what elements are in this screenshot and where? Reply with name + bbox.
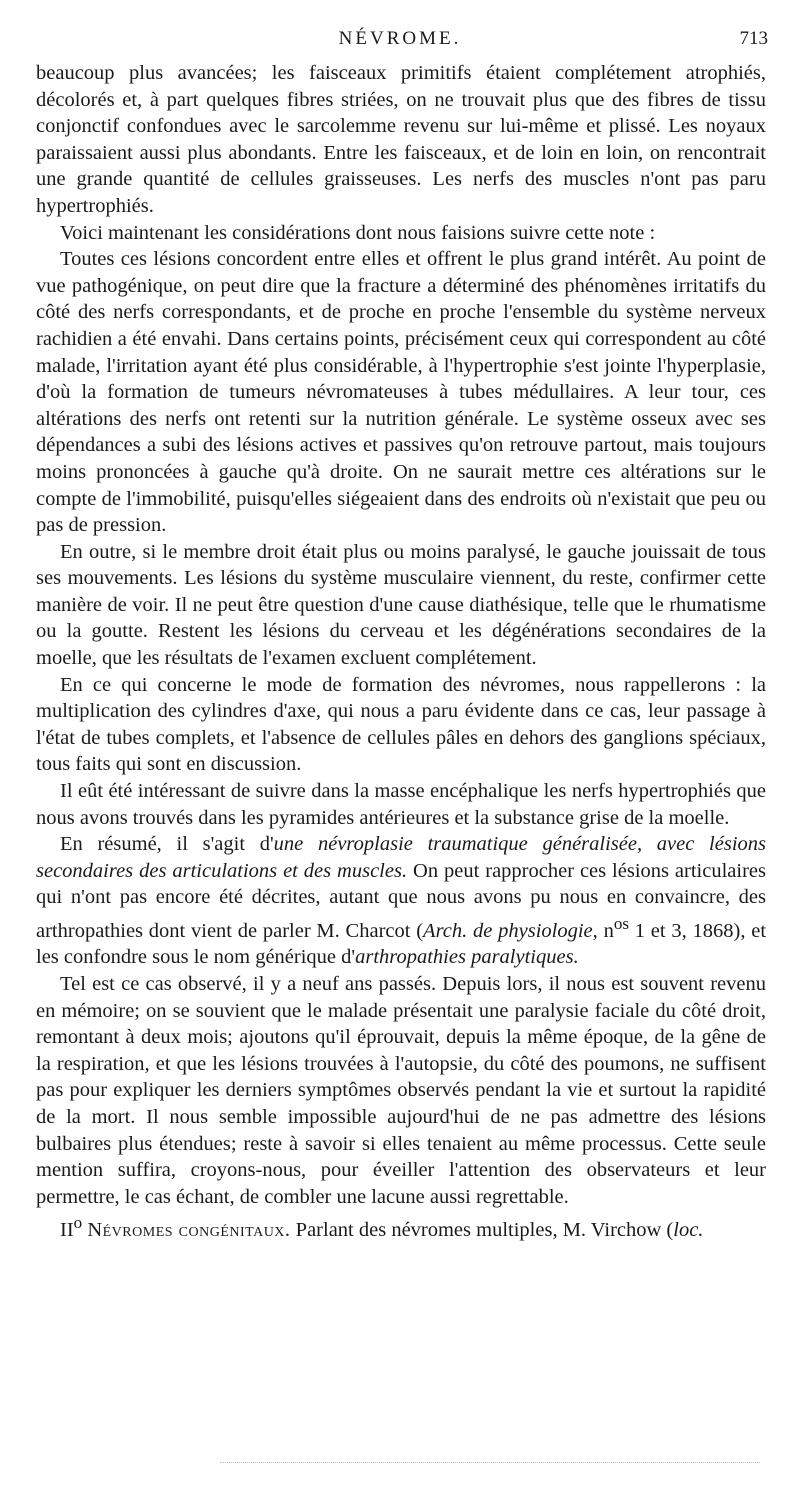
- paragraph: [36, 831, 766, 971]
- superscript: o: [73, 1213, 83, 1233]
- text-run: Toutes ces lésions concordent entre elles et offrent le plus grand intérêt. Au point de vue pathogénique, on peut dire que la fracture a déterminé des phénomènes irritatifs du côté des nerfs correspondants, et de proche en proche l'ensemble du système nerveux rachidien a été envahi. Dans certains points, précisément ceux qui correspondent au côté malade, l'irritation ayant été plus considérable, à l'hypertrophie s'est jointe l'hyperplasie, d'où la formation de tumeurs névromateuses à tubes médullaires. A leur tour, ces altérations des nerfs ont retenti sur la nutrition générale. Le système osseux avec ses dépendances a subi des lésions actives et passives qu'on retrouve partout, mais toujours moins prononcées à gauche qu'à droite. On ne saurait mettre ces altérations sur le compte de l'immobilité, puisqu'elles siégeaient dans des endroits où n'existait que peu ou pas de pression.: [36, 248, 766, 537]
- italic-text: Arch. de physiologie: [423, 919, 593, 942]
- text-run: beaucoup plus avancées; les faisceaux primitifs étaient complétement atrophiés, décolorés et, à part quelques fibres striées, on ne trouvait plus que des fibres de tissu conjonctif confondues avec le sarcolemme revenu sur lui-même et plissé. Les noyaux paraissaient aussi plus abondants. Entre les faisceaux, et de loin en loin, on rencontrait une grande quantité de cellules graisseuses. Les nerfs des muscles n'ont pas paru hypertrophiés.: [36, 62, 766, 217]
- paragraph: [36, 778, 766, 831]
- text-run: En résumé, il s'agit d': [60, 833, 274, 856]
- paragraph: [36, 246, 766, 539]
- text-run: 1 et 3, 1868), et les confondre sous le nom générique d': [36, 919, 767, 969]
- paragraph: [36, 60, 766, 220]
- page-number: 713: [739, 28, 768, 49]
- text-run: Tel est ce cas observé, il y a neuf ans passés. Depuis lors, il nous est souvent revenu en mémoire; on se souvient que le malade présentait une paralysie faciale du côté droit, remontant à deux mois; ajoutons qu'il éprouvait, depuis la même époque, de la gêne de la respiration, et que les lésions trouvées à l'autopsie, du côté des poumons, ne suffisent pas pour expliquer les derniers symptômes observés pendant la vie et surtout la rapidité de la mort. Il nous semble impossible aujourd'hui de ne pas admettre des lésions bulbaires plus étendues; reste à savoir si elles tenaient au même processus. Cette seule mention suffira, croyons-nous, pour éveiller l'attention des observateurs et leur permettre, le cas échant, de combler une lacune aussi regrettable.: [36, 973, 766, 1208]
- italic-text: loc.: [673, 1219, 704, 1242]
- italic-text: arthropathies paralytiques.: [355, 946, 579, 969]
- paragraph: [36, 220, 766, 247]
- text-run: , n: [592, 919, 614, 942]
- superscript: os: [613, 914, 630, 933]
- page-header: [0, 28, 800, 58]
- body-text: [36, 60, 766, 1244]
- paragraph: [36, 539, 766, 672]
- text-run: En outre, si le membre droit était plus ou moins paralysé, le gauche jouissait de tous ses mouvements. Les lésions du système musculaire viennent, du reste, confirmer cette manière de voir. Il ne peut être question d'une cause diathésique, telle que le rhumatisme ou la goutte. Restent les lésions du cerveau et les dégénérations secondaires de la moelle, que les résultats de l'examen excluent complétement.: [36, 540, 766, 670]
- text-run: Parlant des névromes multiples, M. Virchow (: [290, 1219, 674, 1242]
- paragraph: [36, 971, 766, 1210]
- paragraph: [36, 672, 766, 778]
- text-run: En ce qui concerne le mode de formation des névromes, nous rappellerons : la multiplication des cylindres d'axe, qui nous a paru évidente dans ce cas, leur passage à l'état de tubes complets, et l'absence de cellules pâles en dehors des ganglions spéciaux, tous faits qui sont en discussion.: [36, 673, 766, 776]
- footer-rule: [220, 1462, 760, 1466]
- running-title: NÉVROME.: [338, 28, 462, 49]
- text-run: II: [60, 1219, 74, 1242]
- italic-text: une névroplasie traumatique généralisée, avec lésions secondaires des articulations et des muscles.: [36, 833, 767, 882]
- paragraph: [36, 1210, 766, 1243]
- text-run: On peut rapprocher ces lésions articulaires qui n'ont pas encore été décrites, autant que nous avons pu nous en convaincre, des arthropathies dont vient de parler M. Charcot (: [36, 859, 766, 942]
- section-heading: Névromes congénitaux.: [87, 1219, 291, 1242]
- text-run: Voici maintenant les considérations dont nous faisions suivre cette note :: [60, 221, 656, 244]
- text-run: Il eût été intéressant de suivre dans la masse encéphalique les nerfs hypertrophiés que nous avons trouvés dans les pyramides antérieures et la substance grise de la moelle.: [36, 780, 766, 829]
